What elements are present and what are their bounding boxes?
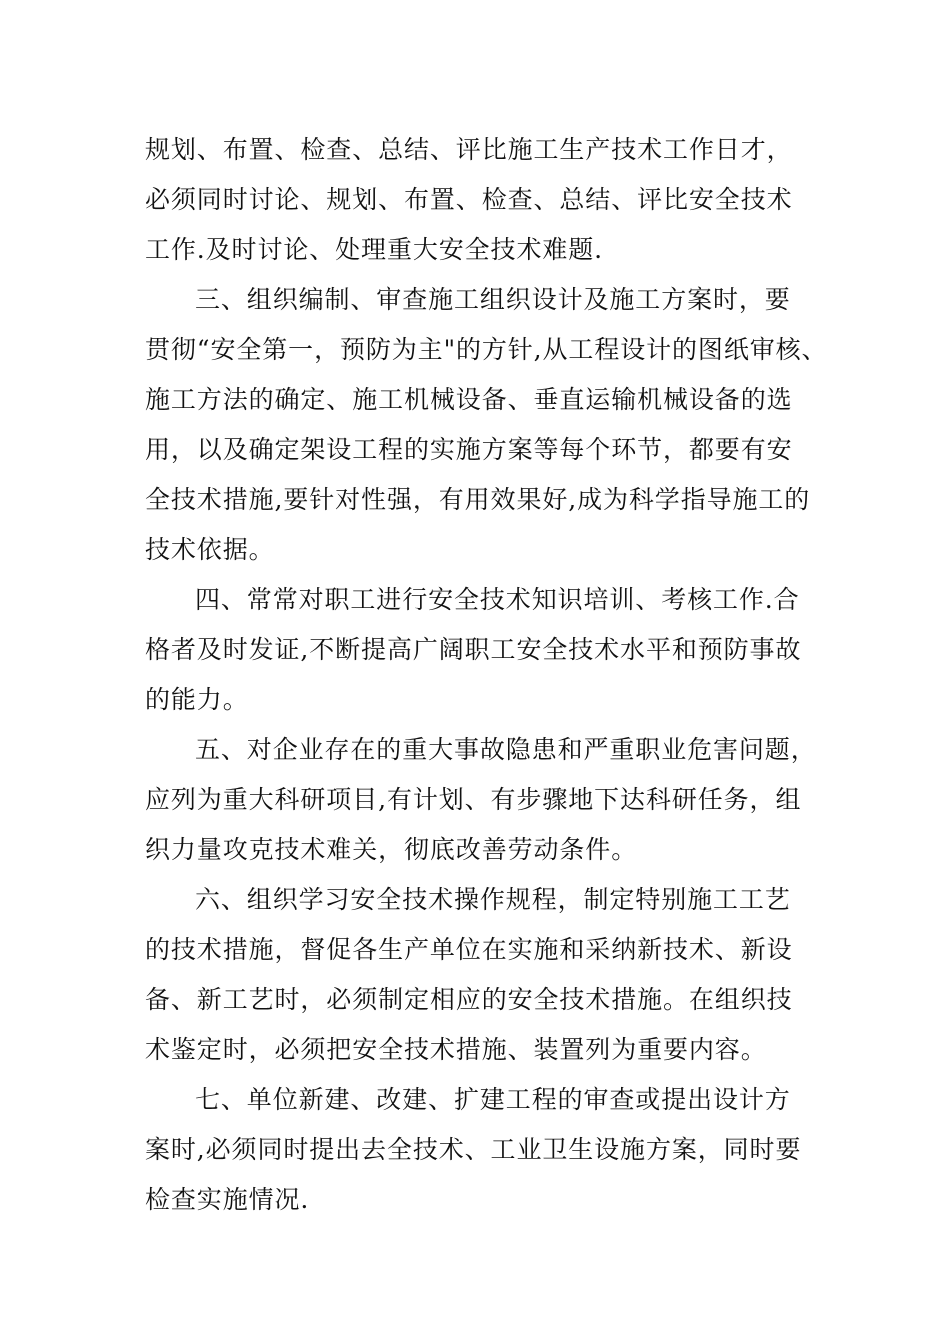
paragraph-item-3	[145, 275, 828, 575]
text-line: 必须同时讨论、规划、布置、检查、总结、评比安全技术	[145, 185, 793, 214]
text-line: 术鉴定时，必须把安全技术措施、装置列为重要内容。	[145, 1035, 767, 1064]
text-line: 的能力。	[145, 685, 249, 714]
text-line: 用，以及确定架设工程的实施方案等每个环节，都要有安	[145, 435, 793, 464]
paragraph-item-6	[145, 875, 820, 1075]
text-line: 四、常常对职工进行安全技术知识培训、考核工作.合	[195, 585, 800, 614]
text-line: 备、新工艺时，必须制定相应的安全技术措施。在组织技	[145, 985, 793, 1014]
text-line: 三、组织编制、审查施工组织设计及施工方案时，要	[195, 285, 791, 314]
text-line: 检查实施情况.	[145, 1185, 310, 1214]
paragraph-item-4	[145, 575, 820, 725]
text-line: 格者及时发证,不断提高广阔职工安全技术水平和预防事故	[145, 635, 802, 664]
paragraph-item-7	[145, 1075, 820, 1225]
text-line: 六、组织学习安全技术操作规程，制定特别施工工艺	[195, 885, 791, 914]
document-body	[145, 125, 828, 1225]
text-line: 全技术措施,要针对性强，有用效果好,成为科学指导施工的	[145, 485, 811, 514]
text-line: 的技术措施，督促各生产单位在实施和采纳新技术、新设	[145, 935, 793, 964]
text-line: 七、单位新建、改建、扩建工程的审查或提出设计方	[195, 1085, 791, 1114]
text-line: 规划、布置、检查、总结、评比施工生产技术工作日才，	[145, 135, 793, 164]
text-line: 施工方法的确定、施工机械设备、垂直运输机械设备的选	[145, 385, 793, 414]
text-line: 工作.及时讨论、处理重大安全技术难题.	[145, 235, 603, 264]
text-line: 织力量攻克技术难关，彻底改善劳动条件。	[145, 835, 638, 864]
text-line: 贯彻“安全第一，预防为主"的方针,从工程设计的图纸审核、	[145, 335, 828, 364]
paragraph-continued	[145, 125, 820, 275]
paragraph-item-5	[145, 725, 820, 875]
text-line: 技术依据。	[145, 535, 275, 564]
text-line: 五、对企业存在的重大事故隐患和严重职业危害问题，	[195, 735, 817, 764]
text-line: 案时,必须同时提出去全技术、工业卫生设施方案，同时要	[145, 1135, 802, 1164]
text-line: 应列为重大科研项目,有计划、有步骤地下达科研任务，组	[145, 785, 802, 814]
